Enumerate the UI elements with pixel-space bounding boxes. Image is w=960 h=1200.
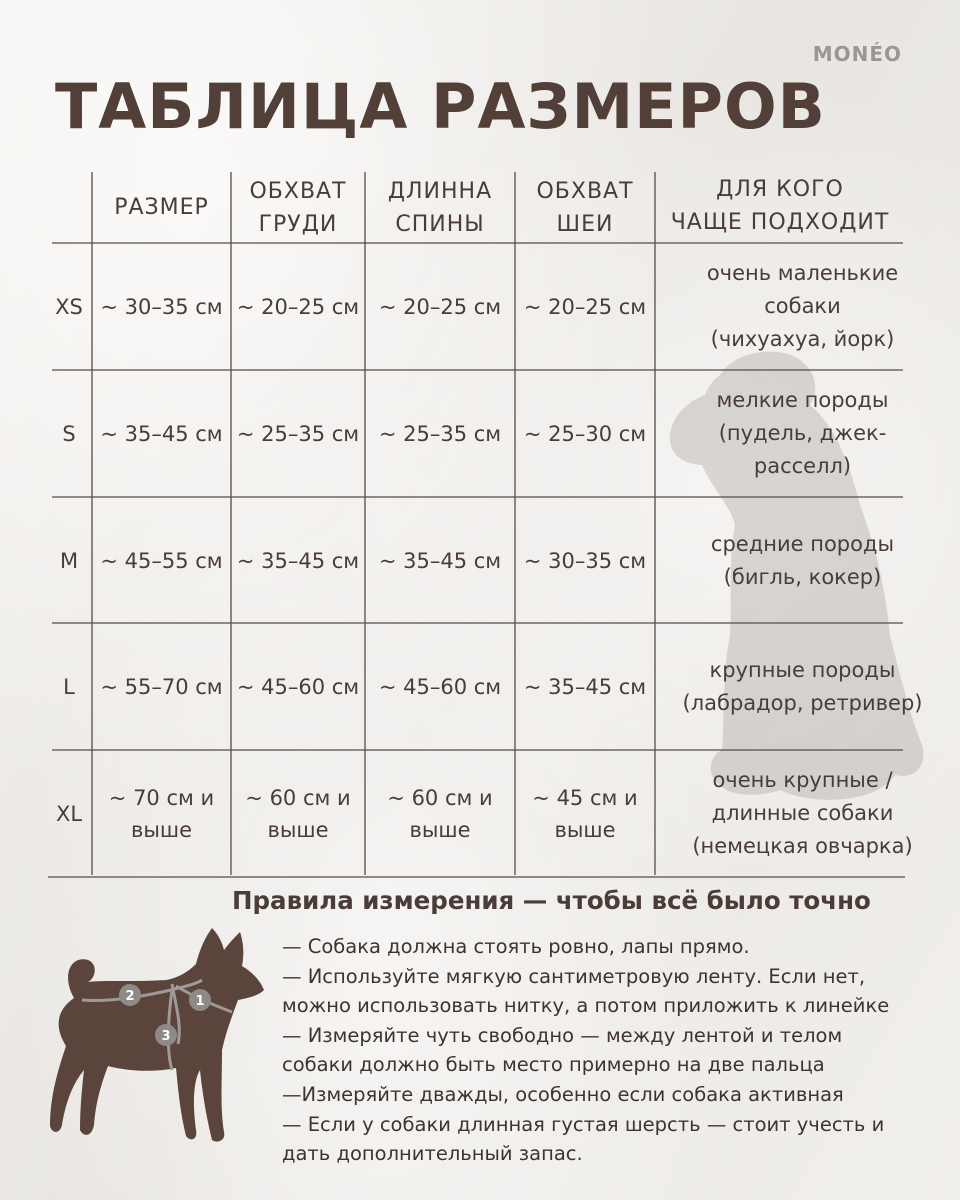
table-cell [92, 497, 231, 624]
rule-line: — Используйте мягкую сантиметровую ленту. Если нет, [282, 964, 866, 988]
table-cell [515, 243, 655, 370]
rule-line: — Если у собаки длинная густая шерсть — стоит учесть и [282, 1112, 885, 1136]
size-label: S [62, 421, 76, 446]
page-title: ТАБЛИЦА РАЗМЕРОВ [55, 70, 826, 143]
column-header-back-length: ДЛИННА СПИНЫ [387, 178, 493, 237]
table-cell [515, 497, 655, 624]
suits-line: (немецкая овчарка) [692, 834, 913, 858]
suits-line: расселл) [753, 454, 852, 478]
table-cell-line: ~ 35–45 см [100, 421, 223, 446]
table-cell [365, 370, 515, 497]
table-cell-line: ~ 60 см и [245, 785, 351, 810]
table-cell [515, 750, 655, 877]
table-cell-line: ~ 20–25 см [236, 294, 360, 319]
table-cell-line: выше [409, 817, 471, 842]
table-cell-line: ~ 30–35 см [100, 294, 223, 319]
suits-line: длинные собаки [711, 801, 894, 825]
table-cell-line: ~ 25–35 см [236, 421, 360, 446]
table-cell [231, 750, 365, 877]
table-cell-line: ~ 35–45 см [378, 548, 502, 573]
table-cell-line: ~ 60 см и [387, 785, 493, 810]
suits-line: очень маленькие [706, 261, 899, 285]
table-cell [231, 497, 365, 624]
suits-cell [655, 370, 950, 497]
table-cell-line: ~ 30–35 см [523, 548, 647, 573]
table-cell-line: ~ 45 см и [532, 785, 638, 810]
suits-line: собаки [764, 294, 841, 318]
rule-line: —Измеряйте дважды, особенно если собака активная [282, 1082, 844, 1106]
rule-line: — Собака должна стоять ровно, лапы прямо. [282, 935, 750, 958]
table-cell-line: ~ 45–60 см [236, 674, 360, 699]
suits-line: (бигль, кокер) [723, 564, 882, 589]
table-cell [231, 623, 365, 750]
table-cell [92, 623, 231, 750]
table-cell-line: ~ 25–30 см [523, 421, 647, 446]
table-cell [365, 623, 515, 750]
suits-cell [655, 750, 950, 877]
size-label: XL [55, 801, 83, 826]
table-cell [92, 750, 231, 877]
rule-line: можно использовать нитку, а потом приложить к линейке [282, 994, 890, 1018]
size-label: L [63, 674, 75, 699]
marker-2-label: 2 [125, 989, 135, 1004]
rule-line: — Измеряйте чуть свободно — между лентой и телом [282, 1023, 843, 1047]
table-cell-line: ~ 25–35 см [378, 421, 502, 446]
column-header-chest: ОБХВАТ ГРУДИ [249, 178, 347, 237]
table-cell-line: ~ 55–70 см [100, 674, 223, 699]
suits-line: (лабрадор, ретривер) [682, 690, 923, 715]
suits-line: (чихуахуа, йорк) [710, 327, 895, 351]
table-cell-line: ~ 45–55 см [100, 548, 223, 573]
table-cell-line: выше [130, 817, 193, 842]
table-cell [365, 243, 515, 370]
suits-cell [655, 243, 950, 370]
size-label: XS [55, 294, 83, 319]
table-cell [515, 623, 655, 750]
suits-line: крупные породы [709, 657, 896, 682]
column-header-neck: ОБХВАТ ШЕИ [536, 178, 634, 237]
suits-line: мелкие породы [716, 388, 889, 412]
suits-line: (пудель, джек- [718, 421, 887, 445]
table-cell [365, 750, 515, 877]
rules-title: Правила измерения — чтобы всё было точно [232, 886, 871, 915]
table-cell [365, 497, 515, 624]
dog-measurement-diagram-icon [26, 920, 266, 1150]
table-cell-line: ~ 70 см и [108, 785, 215, 810]
suits-line: средние породы [710, 531, 895, 556]
suits-line: очень крупные / [712, 768, 893, 792]
table-cell [515, 370, 655, 497]
table-cell-line: выше [267, 817, 329, 842]
table-cell [92, 243, 231, 370]
table-cell-line: ~ 35–45 см [523, 674, 647, 699]
size-label: M [59, 548, 79, 573]
suits-cell [655, 623, 950, 750]
table-cell-line: ~ 45–60 см [378, 674, 502, 699]
table-cell [231, 243, 365, 370]
table-cell-line: ~ 35–45 см [236, 548, 360, 573]
table-cell [231, 370, 365, 497]
table-cell-line: выше [554, 817, 616, 842]
rule-line: дать дополнительный запас. [282, 1142, 583, 1166]
column-header-size: РАЗМЕР [114, 195, 209, 220]
table-cell-line: ~ 20–25 см [523, 294, 647, 319]
suits-cell [655, 497, 950, 624]
table-cell [92, 370, 231, 497]
marker-1-label: 1 [195, 994, 205, 1009]
brand-logo: MONÉO [812, 42, 902, 66]
table-cell-line: ~ 20–25 см [378, 294, 502, 319]
marker-3-label: 3 [161, 1029, 171, 1044]
column-header-suits: ДЛЯ КОГО ЧАЩЕ ПОДХОДИТ [670, 176, 890, 235]
rules-list [282, 932, 952, 1169]
rule-line: собаки должно быть место примерно на две пальца [282, 1053, 825, 1077]
